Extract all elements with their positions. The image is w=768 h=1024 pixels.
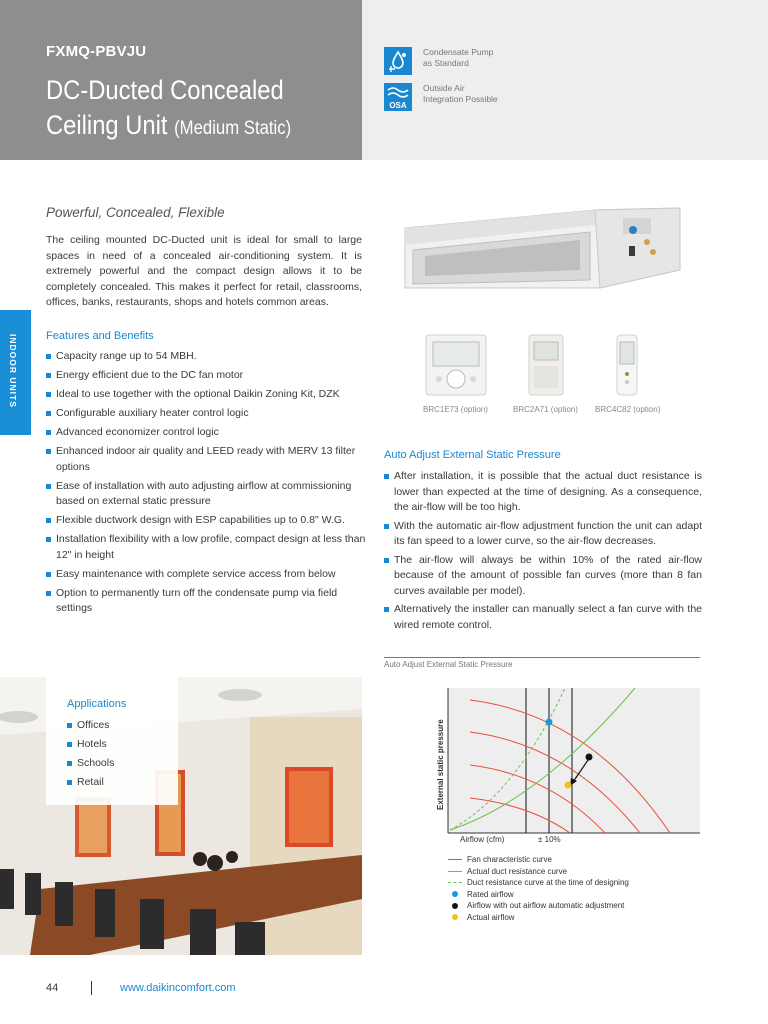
title-line-1: DC-Ducted Concealed (46, 75, 284, 105)
benefits-list (46, 349, 366, 620)
chart-x-axis-label: Airflow (cfm) (460, 835, 505, 844)
benefit-item: Advanced economizer control logic (46, 425, 366, 441)
rated-airflow-point (546, 719, 553, 726)
legend-marker (447, 903, 463, 909)
legend-label: Rated airflow (467, 889, 514, 899)
title-suffix: (Medium Static) (174, 118, 292, 139)
auto-adjust-item: The air-flow will always be within 10% of the rated air-flow because of the amount of possible fan curves (more than 8 fan curves available per model). (384, 553, 702, 600)
benefit-item: Enhanced indoor air quality and LEED ready with MERV 13 filter options (46, 444, 366, 475)
actual-airflow-point (565, 782, 572, 789)
legend-marker (447, 882, 463, 883)
legend-marker (447, 871, 463, 872)
benefit-item: Installation flexibility with a low profile, compact design at less than 12" in height (46, 532, 366, 563)
legend-label: Actual airflow (467, 912, 515, 922)
legend-item (447, 877, 629, 889)
feature-condensate-pump (384, 47, 543, 75)
chart-title: Auto Adjust External Static Pressure (384, 660, 513, 669)
remote-label: BRC4C82 (option) (595, 405, 661, 414)
feature-label: Integration Possible (423, 94, 498, 104)
legend-item (447, 889, 629, 901)
legend-item (447, 866, 629, 878)
legend-marker (447, 914, 463, 920)
intro-paragraph: The ceiling mounted DC-Ducted unit is ideal for small to large spaces in need of a concealed air-conditioning system. It is extremely powerful and the compact design allows it to be completely concealed. This makes it perfect for retail, classrooms, offices, banks, restaurants, shops and hotels common areas. (46, 234, 362, 308)
application-item: Schools (67, 756, 114, 772)
remote-brc2a71-image (528, 334, 564, 396)
legend-marker (447, 891, 463, 897)
outside-air-icon (384, 83, 412, 111)
applications-box (46, 677, 178, 805)
applications-list (67, 718, 114, 794)
auto-adjust-heading: Auto Adjust External Static Pressure (384, 449, 561, 461)
esp-chart (440, 680, 702, 855)
benefit-item: Configurable auxiliary heater control logic (46, 406, 366, 422)
chart-legend (447, 854, 629, 923)
title-line-2: Ceiling Unit (46, 110, 168, 140)
section-tab-label: INDOOR UNITS (8, 334, 18, 408)
section-tab[interactable] (0, 310, 31, 435)
benefit-item: Easy maintenance with complete service access from below (46, 567, 366, 583)
benefit-item: Ideal to use together with the optional Daikin Zoning Kit, DZK (46, 387, 366, 403)
application-item: Hotels (67, 737, 114, 753)
page-number: 44 (46, 982, 59, 994)
tagline: Powerful, Concealed, Flexible (46, 205, 225, 220)
remote-label: BRC2A71 (option) (513, 405, 578, 414)
legend-marker (447, 859, 463, 860)
remote-brc1e73-image (425, 334, 487, 396)
outside-air-icon-text: OSA (389, 101, 407, 110)
legend-label: Actual duct resistance curve (467, 866, 568, 876)
footer-divider (91, 981, 92, 995)
feature-label: Outside Air (423, 83, 465, 93)
legend-label: Airflow with out airflow automatic adjustment (467, 901, 625, 911)
chart-tolerance-label: ± 10% (538, 835, 561, 844)
product-image (395, 200, 695, 310)
auto-adjust-item: After installation, it is possible that the actual duct resistance is lower than expected at the time of designing. As a consequence, the air-flow will be too high. (384, 469, 702, 516)
benefits-heading: Features and Benefits (46, 330, 154, 342)
legend-item (447, 854, 629, 866)
benefit-item: Energy efficient due to the DC fan motor (46, 368, 366, 384)
benefit-item: Ease of installation with auto adjusting airflow at commissioning based on external static pressure (46, 479, 366, 510)
feature-label: Condensate Pump (423, 47, 494, 57)
model-number: FXMQ-PBVJU (46, 43, 147, 60)
unadjusted-airflow-point (586, 754, 593, 761)
chart-plot-area (448, 688, 700, 833)
benefit-item: Option to permanently turn off the condensate pump via field settings (46, 586, 366, 617)
legend-label: Duct resistance curve at the time of designing (467, 878, 629, 888)
remote-brc4c82-image (616, 334, 638, 396)
application-item: Offices (67, 718, 114, 734)
feature-label: as Standard (423, 58, 469, 68)
condensate-pump-icon (384, 47, 412, 75)
feature-outside-air (384, 83, 543, 111)
chart-y-axis-label: External static pressure (436, 719, 445, 810)
application-item: Retail (67, 775, 114, 791)
website-link[interactable]: www.daikincomfort.com (120, 982, 236, 994)
auto-adjust-list (384, 469, 702, 636)
feature-panel (362, 0, 768, 160)
legend-item (447, 900, 629, 912)
benefit-item: Flexible ductwork design with ESP capabilities up to 0.8" W.G. (46, 513, 366, 529)
benefit-item: Capacity range up to 54 MBH. (46, 349, 366, 365)
page-title (46, 73, 310, 146)
legend-label: Fan characteristic curve (467, 855, 552, 865)
auto-adjust-item: With the automatic air-flow adjustment function the unit can adapt its fan speed to a lower curve, so the air-flow decreases. (384, 519, 702, 550)
remote-label: BRC1E73 (option) (423, 405, 488, 414)
chart-divider (384, 657, 700, 658)
auto-adjust-item: Alternatively the installer can manually select a fan curve with the wired remote control. (384, 602, 702, 633)
legend-item (447, 912, 629, 924)
applications-heading: Applications (67, 698, 127, 710)
